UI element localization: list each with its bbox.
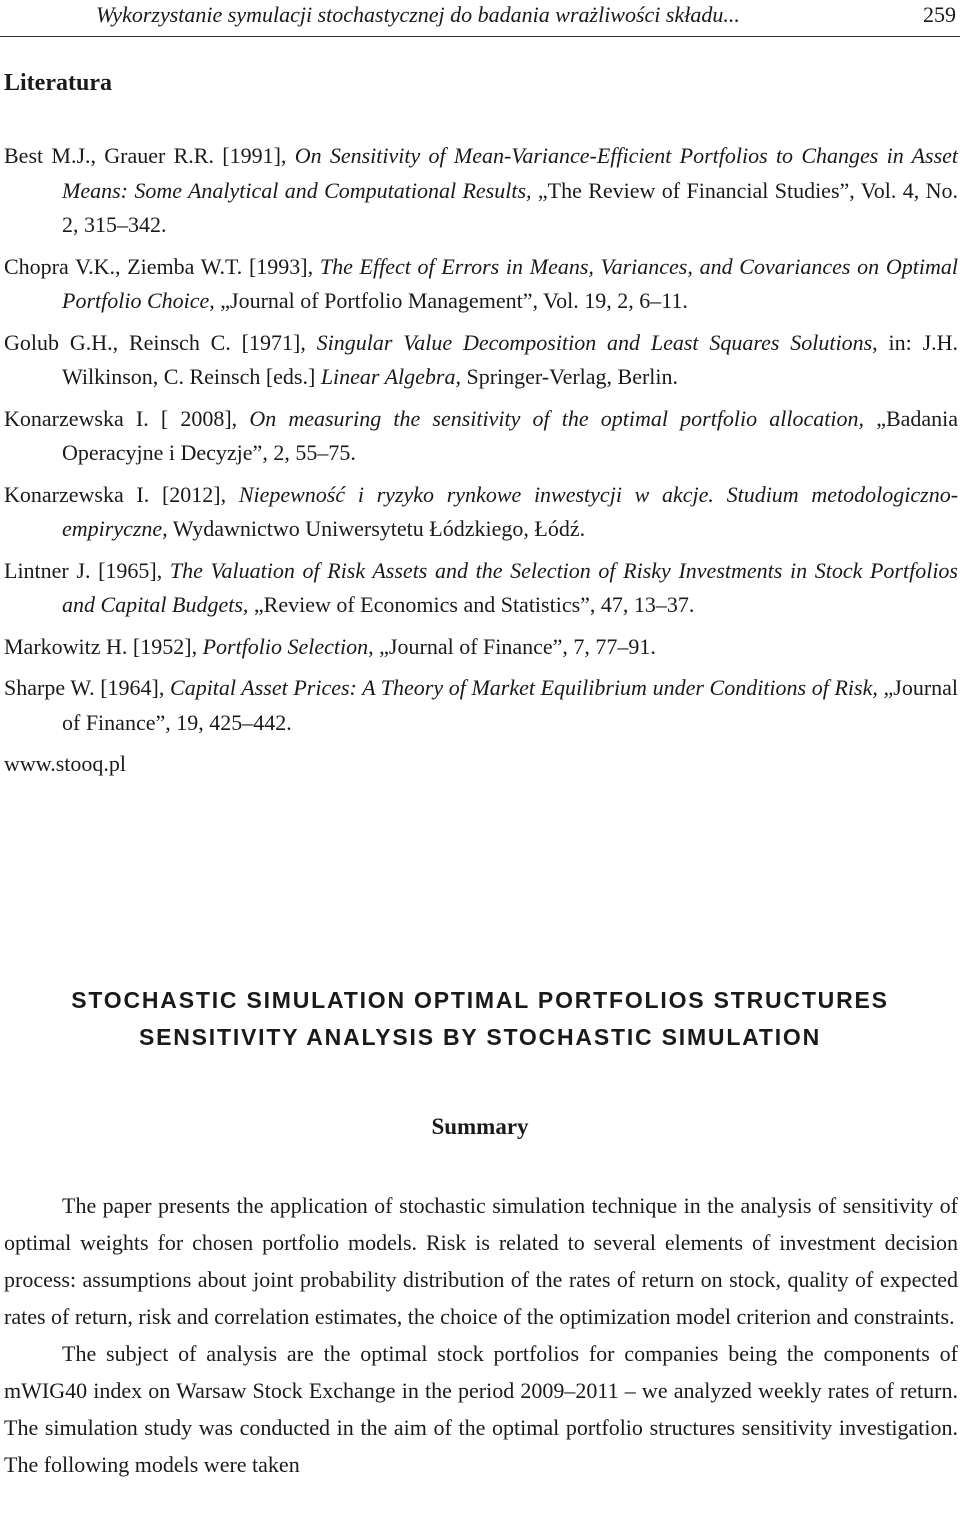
reference-year: [1952],	[132, 633, 198, 659]
reference-source: „Journal of Finance”, 7, 77–91.	[379, 633, 656, 659]
reference-book-title: Linear Algebra,	[320, 364, 461, 389]
english-title-line: SENSITIVITY ANALYSIS BY STOCHASTIC SIMULATION	[138, 1024, 822, 1050]
references-heading: Literatura	[4, 70, 112, 96]
reference-authors: Golub G.H., Reinsch C.	[4, 329, 231, 355]
reference-item	[4, 671, 958, 740]
reference-item	[4, 478, 958, 547]
reference-title: The Effect of Errors in Means, Variances, and Covariances on Optimal Portfolio Choice,	[62, 253, 958, 313]
reference-year: [ 2008],	[160, 405, 238, 431]
summary-paragraph: The paper presents the application of stochastic simulation technique in the analysis of sensitivity of optimal weights for chosen portfolio models. Risk is related to several elements of investment decision process: assumptions about joint probability distribution of the rates of return on stock, quality of expected rates of return, risk and correlation estimates, the choice of the optimization model criterion and constraints.	[4, 1193, 958, 1329]
summary-paragraph: The subject of analysis are the optimal stock portfolios for companies being the components of mWIG40 index on Warsaw Stock Exchange in the period 2009–2011 – we analyzed weekly rates of return. The simulation study was conducted in the aim of the optimal portfolio structures sensitivity investigation. The following models were taken	[4, 1341, 958, 1477]
reference-item	[4, 250, 958, 319]
reference-authors: Sharpe W.	[4, 675, 95, 700]
running-header	[0, 0, 960, 37]
reference-authors: Markowitz H.	[4, 633, 128, 659]
reference-title: On measuring the sensitivity of the optimal portfolio allocation,	[249, 405, 865, 431]
reference-year: [1965],	[98, 557, 163, 583]
reference-title: Singular Value Decomposition and Least Squares Solutions,	[316, 329, 878, 355]
reference-title: Portfolio Selection,	[202, 633, 374, 659]
page-number: 259	[923, 2, 956, 27]
reference-publisher: Springer-Verlag, Berlin.	[466, 364, 679, 389]
reference-title: Capital Asset Prices: A Theory of Market Equilibrium under Conditions of Risk,	[170, 675, 878, 700]
reference-authors: Lintner J.	[4, 557, 91, 583]
english-title-line: STOCHASTIC SIMULATION OPTIMAL PORTFOLIOS STRUCTURES	[71, 987, 889, 1013]
reference-source: „Journal of Portfolio Management”, Vol. 19, 2, 6–11.	[220, 288, 688, 313]
reference-source: „Badania Operacyjne i Decyzje”, 2, 55–75.	[62, 405, 959, 465]
summary-heading: Summary	[431, 1114, 529, 1139]
reference-url: www.stooq.pl	[4, 751, 127, 776]
reference-source: „Review of Economics and Statistics”, 47, 13–37.	[253, 592, 695, 617]
reference-year: [1964],	[100, 675, 165, 700]
reference-year: [2012],	[161, 481, 227, 507]
summary-body	[4, 1187, 958, 1483]
reference-year: [1991],	[222, 143, 287, 168]
reference-source: Wydawnictwo Uniwersytetu Łódzkiego, Łódź.	[172, 516, 586, 541]
reference-item	[4, 402, 958, 471]
reference-authors: Best M.J., Grauer R.R.	[4, 143, 214, 168]
reference-item	[4, 747, 958, 782]
reference-item	[4, 139, 958, 243]
reference-authors: Konarzewska I.	[4, 405, 149, 431]
reference-source: „Journal of Finance”, 19, 425–442.	[62, 675, 959, 735]
reference-item	[4, 326, 958, 395]
reference-year: [1971],	[241, 329, 306, 355]
reference-title: Niepewność i ryzyko rynkowe inwestycji w akcje. Studium metodologiczno-empiryczne,	[62, 481, 959, 541]
english-title	[0, 982, 960, 1056]
reference-authors: Konarzewska I.	[4, 481, 150, 507]
reference-source: in: J.H. Wilkinson, C. Reinsch [eds.]	[62, 329, 959, 389]
reference-title: On Sensitivity of Mean-Variance-Efficient Portfolios to Changes in Asset Means: Some Analytical and Computational Results,	[62, 143, 959, 203]
reference-title: The Valuation of Risk Assets and the Selection of Risky Investments in Stock Portfolios and Capital Budgets,	[62, 557, 958, 617]
reference-list	[4, 139, 958, 789]
reference-source: „The Review of Financial Studies”, Vol. 4, No. 2, 315–342.	[62, 177, 959, 237]
reference-item	[4, 630, 958, 665]
reference-authors: Chopra V.K., Ziemba W.T.	[4, 253, 243, 279]
running-header-title: Wykorzystanie symulacji stochastycznej do badania wrażliwości składu...	[96, 2, 740, 27]
reference-item	[4, 554, 958, 623]
reference-year: [1993],	[248, 253, 314, 279]
